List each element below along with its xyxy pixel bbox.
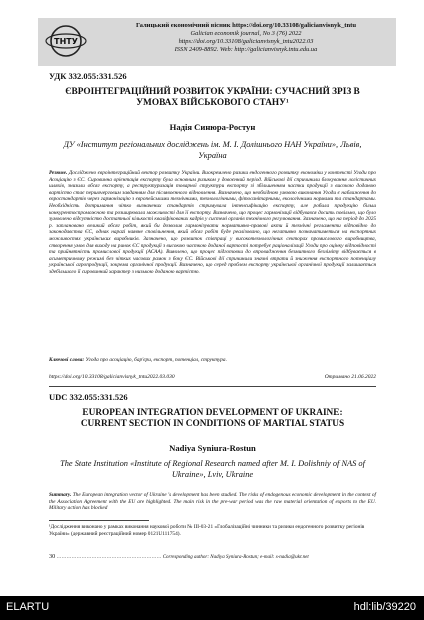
logo-text: ТНТУ xyxy=(54,37,78,46)
summary-label-en: Summary. xyxy=(49,492,72,498)
keywords-ua xyxy=(49,357,376,364)
issue-doi: https://doi.org/10.33108/galicianvisnyk_tntu2022.03 xyxy=(178,38,314,45)
institution-ua: ДУ «Інститут регіональних досліджень ім. М. І. Долішнього НАН України», Львів, Україна xyxy=(63,140,362,160)
section-divider xyxy=(49,386,376,387)
journal-header xyxy=(38,18,396,66)
handle-id[interactable]: hdl:lib/39220 xyxy=(353,601,416,613)
title-ua: ЄВРОІНТЕГРАЦІЙНИЙ РОЗВИТОК УКРАЇНИ: СУЧАСНИЙ ЗРІЗ В УМОВАХ ВІЙСЬКОВОГО СТАНУ¹ xyxy=(65,87,360,108)
keywords-text-ua: Угода про асоціацію, бар'єри, експорт, потенціал, структура. xyxy=(85,357,227,363)
doi-line-ua xyxy=(49,374,376,380)
footnote: ¹Дослідження виконано у рамках виконання наукової роботи № ІІІ-03-21 «Глобалізаційні чинники та ризики ендогенного розвитку регіонів України» (державний реєстраційний номер 0121U111754). xyxy=(49,524,365,537)
institution-en: The State Institution «Institute of Regional Research named after M. I. Dolishniy of NAS of Ukraine», Lviv, Ukraine xyxy=(60,459,365,479)
footnote-divider xyxy=(49,520,149,521)
keywords-label-ua: Ключові слова: xyxy=(49,357,85,363)
udc-ua: УДК 332.055:331.526 xyxy=(49,71,127,81)
repository-name: ELARTU xyxy=(6,601,50,613)
page-number: 30 xyxy=(49,553,56,560)
title-en: EUROPEAN INTEGRATION DEVELOPMENT OF UKRAINE: CURRENT SECTION IN CONDITIONS OF MARTIAL STATUS xyxy=(80,408,345,429)
author-en: Nadiya Syniura-Rostun xyxy=(169,443,256,453)
abstract-text-ua: Досліджено євроінтеграційний вектор розвитку України. Виокремлено ризики ендогенного розвитку економіки у контексті Угоди про Асоціацію з ЄС. Сировинна орієнтація експорту була основним ризиком у довоєнний період. Військові дії спричинили блокування логістичних шляхів, знизили обсяг експорту, а реструктуризація товарної структури експорту зі збільшенням частки продукції з високою доданою вартістю стає першочерговим завданням для післявоєнного відновлення. Визначено, що необхідною умовою виконання Угоди є наближення до євростандартів через гармонізацію з європейськими технічними, технологічними, фітосанітарними, екологічними нормами та стандартами. Необхідність дотримання чітко визначених стандартів стримувала інтенсифікацію експорту, але робила продукцію більш конкурентоспроможною та розширювала можливості для її експорту. Визначено, що процес гармонізації відбувався досить повільно, що було зумовлено відсутністю достатньої кількості кваліфікованих кадрів у системі органів технічного регулювання. Зазначено, що на період до 2025 р. заплановано великий обсяг робіт, який би дозволив гармонізувати нормативно-правові акти й технічні регламенти відповідно до законодавства ЄС, однак нарazі наявне сповільнення, який обсяг робіт буде реалізовано, що негативно позначатиметься на експортних можливостях українських виробників. Зазначено, що розвиток співпраці у високотехнологічних секторах промислового виробництва, створення умов для виходу на ринок ЄС продукції з високою часткою доданої вартості потребує раціоналізації Угоди про оцінку відповідності та прийнятність промислової продукції (АСАА). Виявлено, що процес підготовки до впровадження безмитного безліміту відбувається в асиметричному режимі без чітких часових рамок з боку ЄС. Військові дії спричинили значні втрати й зниження експортного потенціалу української агропродукції, зокрема органічної продукції. Визначено, що серед проблем експорту української органічної продукції залишається здебільшого її сировинний характер з низькою доданою вартістю. xyxy=(49,170,377,275)
abstract-ua xyxy=(49,170,376,276)
journal-en: Galician economik journal, No 3 (76) 2022 xyxy=(190,30,302,37)
received-date: Отримано 21.06.2022 xyxy=(324,374,376,380)
journal-info xyxy=(98,22,394,54)
abstract-label-ua: Резюме. xyxy=(49,170,68,176)
issn-web: ISSN 2409-8892. Web: http://galicianvisnyk.tntu.edu.ua xyxy=(174,46,318,53)
article-doi[interactable]: https://doi.org/10.33108/galicianvisnyk_tntu2022.03.030 xyxy=(49,374,175,380)
udc-en: UDC 332.055:331.526 xyxy=(49,392,128,402)
author-ua: Надія Синюра-Ростун xyxy=(169,122,256,132)
summary-en xyxy=(49,492,376,512)
summary-text-en: The European integration vector of Ukraine 's development has been studied. The risks of endogenous economic development in the context of the Association Agreement with the EU are highlighted. The main risk in the pre-war period was the raw material orientation of exports to the EU. Military action has blocked xyxy=(49,492,376,512)
university-logo-icon xyxy=(44,24,88,58)
journal-line: Галицький економічний вісник https://doi.org/10.33108/galicianvisnyk_tntu xyxy=(136,22,356,29)
corresponding-author: Corresponding author: Nadiya Syniura-Rostun; e-mail: s-nadia@ukr.net xyxy=(162,555,309,560)
page-footer: 30 ……………………………………………………… Corresponding author: Nadiya Syniura-Rostun; e-mail: s-nadia@ukr.net xyxy=(49,553,309,560)
repository-bar xyxy=(0,596,424,620)
